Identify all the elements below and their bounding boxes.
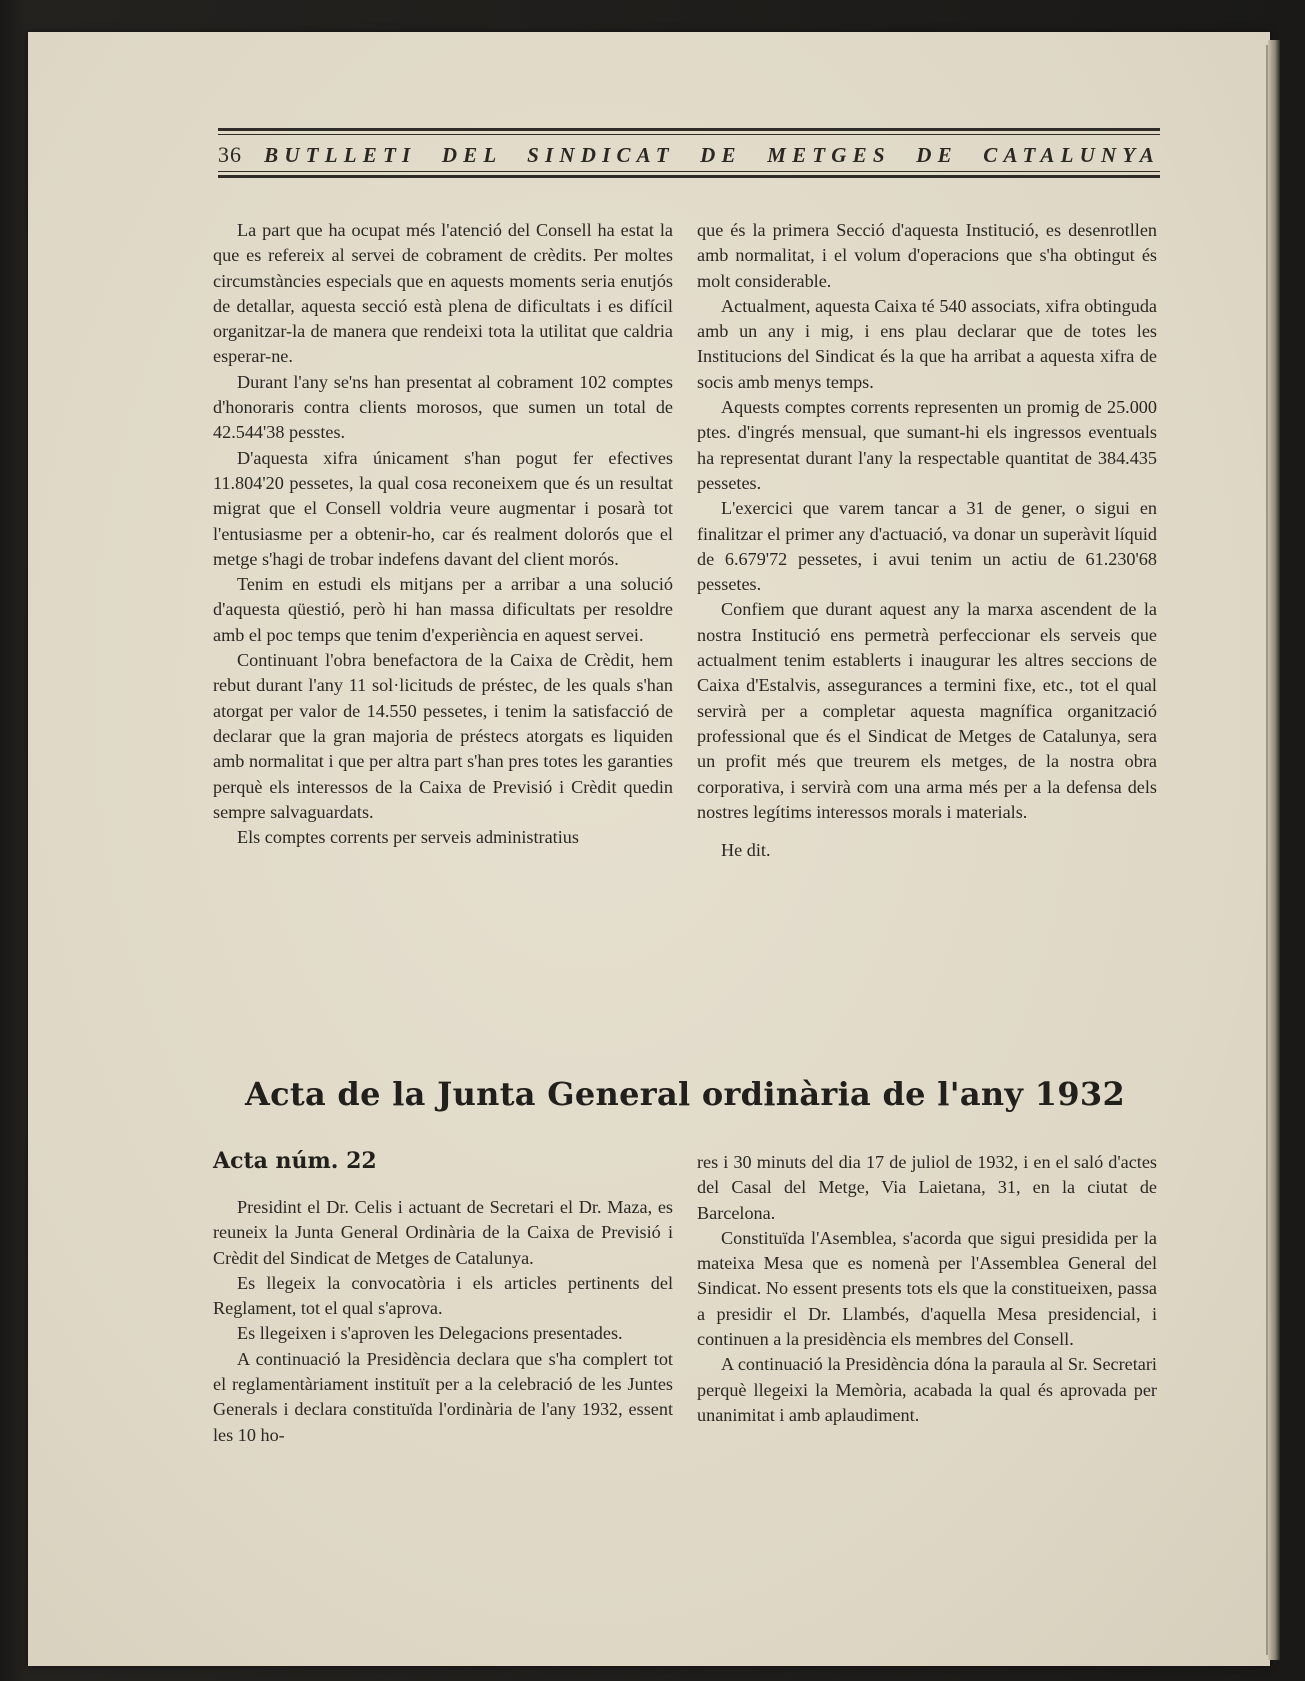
section-title: Acta de la Junta General ordinària de l'any 1932 xyxy=(244,1075,1126,1113)
paragraph: Actualment, aquesta Caixa té 540 associats, xifra obtinguda amb un any i mig, i ens plau declarar que de totes les Institucions del Sindicat és la que ha arribat a aquesta xifra de socis amb menys temps. xyxy=(697,295,1157,392)
paragraph: A continuació la Presidència dóna la paraula al Sr. Secretari perquè llegeixi la Memòria, acabada la qual és aprovada per unanimitat i amb aplaudiment. xyxy=(697,1354,1157,1425)
paragraph: Continuant l'obra benefactora de la Caixa de Crèdit, hem rebut durant l'any 11 sol·licituds de préstec, de les quals s'han atorgat per valor de 14.550 pessetes, i tenim la satisfacció de declarar que la gran majoria de préstecs atorgats es liquiden amb normalitat i que per altra part s'han pres totes les garanties perquè els interessos de la Caixa de Previsió i Crèdit quedin sempre salvaguardats. xyxy=(213,650,673,822)
paragraph: A continuació la Presidència declara que s'ha complert tot el reglamentàriament instituït per a la celebració de les Juntes Generals i declara constituïda l'ordinària de l'any 1932, essent les 10 ho- xyxy=(213,1348,673,1445)
paragraph: Durant l'any se'ns han presentat al cobrament 102 comptes d'honoraris contra clients morosos, que sumen un total de 42.544'38 pesstes. xyxy=(213,371,673,443)
header-rule-bottom-thin xyxy=(218,171,1160,172)
paragraph: Es llegeix la convocatòria i els articles pertinents del Reglament, tot el qual s'aprova. xyxy=(213,1272,673,1319)
paragraph: Confiem que durant aquest any la marxa ascendent de la nostra Institució ens permetrà perfeccionar els serveis que actualment tenim establerts i inaugurar les altres seccions de Caixa d'Estalvis, assegurances a termini fixe, etc., tot el qual servirà per a completar aquesta magnífica organització professional que és el Sindicat de Metges de Catalunya, sera un profit més que treurem els metges, de la nostra obra corporativa, i servirà com una arma més per a la defensa dels nostres legítims interessos morals i materials. xyxy=(697,599,1157,822)
report-column-right xyxy=(697,218,1157,863)
section-subtitle: Acta núm. 22 xyxy=(213,1148,377,1174)
minutes-column-left xyxy=(213,1195,673,1448)
paragraph: Presidint el Dr. Celis i actuant de Secretari el Dr. Maza, es reuneix la Junta General Ordinària de la Caixa de Previsió i Crèdit del Sindicat de Metges de Catalunya. xyxy=(213,1197,673,1268)
paragraph: Es llegeixen i s'aproven les Delegacions presentades. xyxy=(237,1323,623,1344)
paragraph-continuation: res i 30 minuts del dia 17 de juliol de 1932, i en el saló d'actes del Casal del Metge, Via Laietana, 31, en la ciutat de Barcelona. xyxy=(697,1152,1157,1223)
paragraph: Els comptes corrents per serveis administratius xyxy=(237,827,579,848)
paragraph: Aquests comptes corrents representen un promig de 25.000 ptes. d'ingrés mensual, que sumant-hi els ingressos eventuals ha representat durant l'any la respectable quantitat de 384.435 pessetes. xyxy=(697,397,1157,493)
paragraph: L'exercici que varem tancar a 31 de gener, o sigui en finalitzar el primer any d'actuació, va donar un superàvit líquid de 6.679'72 pessetes, i avui tenim un actiu de 61.230'68 pessetes. xyxy=(697,498,1157,595)
paragraph-continuation: que és la primera Secció d'aquesta Institució, es desenrotllen amb normalitat, i el volum d'operacions que s'ha obtingut és molt considerable. xyxy=(697,220,1157,291)
paragraph: Constituïda l'Asemblea, s'acorda que sigui presidida per la mateixa Mesa que es nomenà per l'Assemblea General del Sindicat. No essent presents tots els que la constitueixen, passa a presidir el Dr. Llambés, d'aquella Mesa presidencial, i continuen a la presidència els membres del Consell. xyxy=(697,1227,1157,1350)
page-edge xyxy=(1268,40,1280,1660)
minutes-column-right xyxy=(697,1150,1157,1428)
header-rule-bottom xyxy=(218,175,1160,178)
paragraph: La part que ha ocupat més l'atenció del Consell ha estat la que es refereix al servei de cobrament de crèdits. Per moltes circumstàncies especials que en aquests moments seria enutjós de detallar, aquesta secció està plena de dificultats i es difícil organitzar-la de manera que rendeixi tota la utilitat que caldria esperar-ne. xyxy=(213,220,673,367)
report-column-left xyxy=(213,218,673,850)
closing-line: He dit. xyxy=(721,840,771,861)
running-title: BUTLLETI DEL SINDICAT DE METGES DE CATALUNYA xyxy=(264,142,1160,167)
header-rule-top-thin xyxy=(218,134,1160,135)
page-number: 36 xyxy=(218,142,242,167)
running-header xyxy=(218,140,1160,170)
header-rule-top xyxy=(218,128,1160,131)
paragraph: Tenim en estudi els mitjans per a arribar a una solució d'aquesta qüestió, però hi han massa dificultats per resoldre amb el poc temps que tenim d'experiència en aquest servei. xyxy=(213,574,673,645)
paragraph: D'aquesta xifra únicament s'han pogut fer efectives 11.804'20 pessetes, la qual cosa reconeixem que és un resultat migrat que el Consell voldria veure augmentar i posarà tot l'entusiasme per a obtenir-ho, car és realment dolorós que el metge s'hagi de trobar indefens davant del client morós. xyxy=(213,447,673,569)
